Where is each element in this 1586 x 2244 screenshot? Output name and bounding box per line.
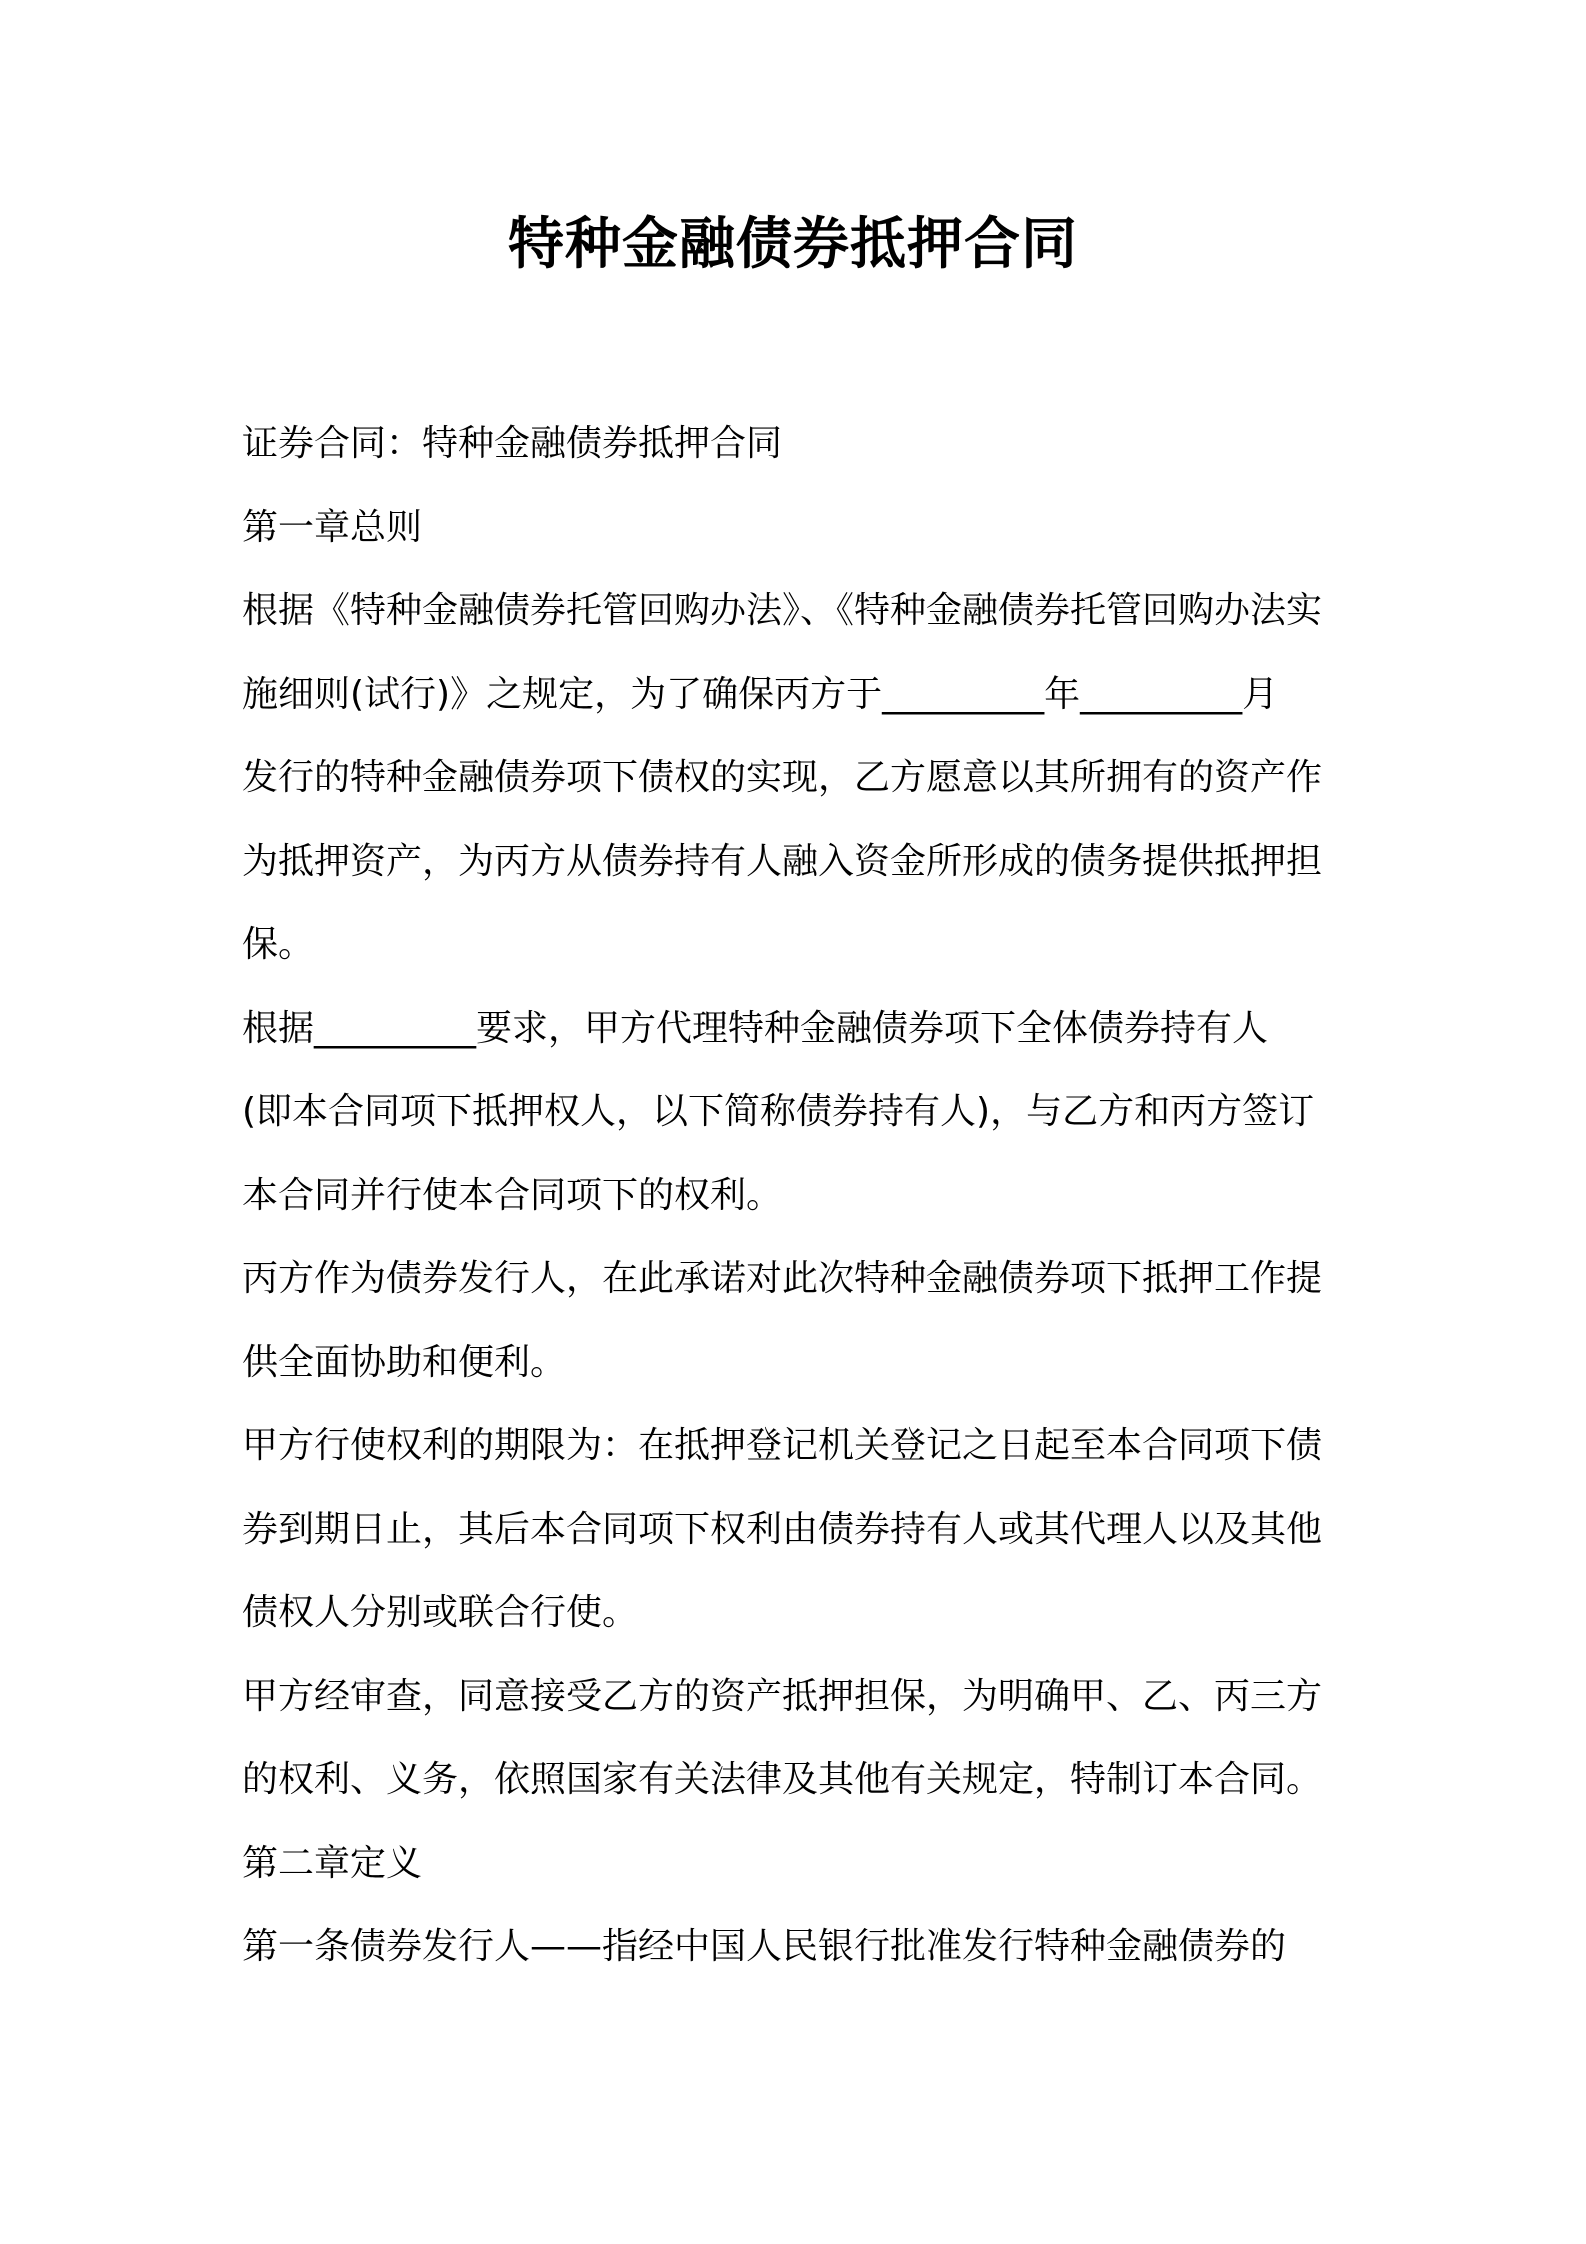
chapter-heading: 第一章总则 [242,506,423,548]
paragraph-line: 施细则(试行)》之规定，为了确保丙方于_________年_________月 [242,673,1279,715]
paragraph-line: 甲方行使权利的期限为：在抵押登记机关登记之日起至本合同项下债 [242,1425,1323,1466]
paragraph-line: 保。 [242,924,315,965]
contract-name-line: 证券合同：特种金融债券抵押合同 [242,423,783,464]
paragraph-line: 的权利、义务，依照国家有关法律及其他有关规定，特制订本合同。 [242,1759,1323,1800]
paragraph-line: 供全面协助和便利。 [242,1341,567,1383]
paragraph-line: 本合同并行使本合同项下的权利。 [242,1174,783,1216]
chapter-heading: 第二章定义 [242,1842,423,1884]
paragraph-line: 为抵押资产，为丙方从债券持有人融入资金所形成的债务提供抵押担 [242,840,1323,882]
document-title: 特种金融债券抵押合同 [508,212,1078,277]
paragraph-line: 债权人分别或联合行使。 [242,1592,639,1633]
paragraph-line: (即本合同项下抵押权人，以下简称债券持有人)，与乙方和丙方签订 [242,1091,1315,1132]
paragraph-line: 根据_________要求，甲方代理特种金融债券项下全体债券持有人 [242,1007,1269,1049]
article-line: 第一条债券发行人——指经中国人民银行批准发行特种金融债券的 [242,1926,1287,1967]
paragraph-line: 发行的特种金融债券项下债权的实现，乙方愿意以其所拥有的资产作 [242,757,1323,798]
paragraph-line: 券到期日止，其后本合同项下权利由债券持有人或其代理人以及其他 [242,1508,1323,1550]
paragraph-line: 丙方作为债券发行人，在此承诺对此次特种金融债券项下抵押工作提 [242,1258,1323,1299]
paragraph-line: 甲方经审查，同意接受乙方的资产抵押担保，为明确甲、乙、丙三方 [242,1675,1323,1717]
document-body [242,402,1352,1989]
paragraph-line: 根据《特种金融债券托管回购办法》、《特种金融债券托管回购办法实 [242,590,1323,631]
